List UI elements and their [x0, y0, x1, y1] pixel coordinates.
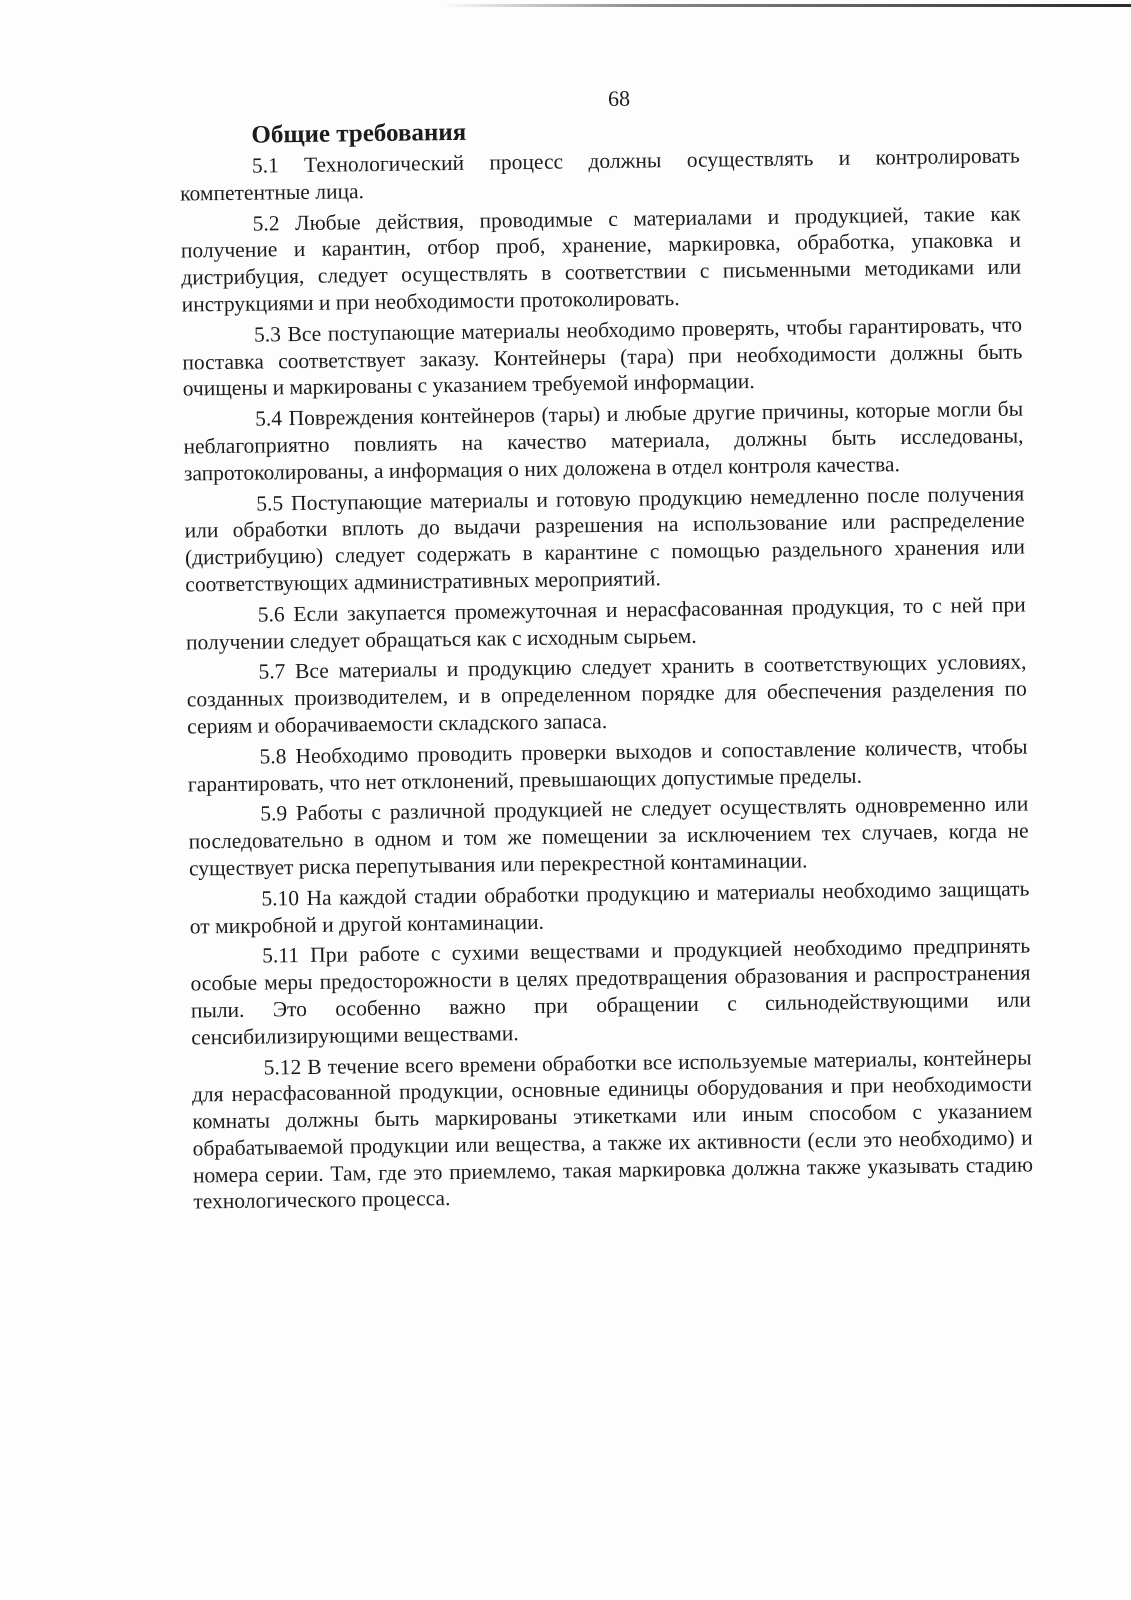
- paragraph-5-10: 5.10 На каждой стадии обработки продукцию и материалы необходимо защищать от микробной и другой контаминации.: [189, 876, 1030, 939]
- paragraph-5-9: 5.9 Работы с различной продукцией не следует осуществлять одновременно или последовательно в одном и том же помещении за исключением тех случаев, когда не существует риска перепутывания или перекрестной контаминации.: [188, 791, 1029, 881]
- paragraph-5-8: 5.8 Необходимо проводить проверки выходов и сопоставление количеств, чтобы гарантировать, что нет отклонений, превышающих допустимые пределы.: [187, 734, 1028, 797]
- paragraph-5-12: 5.12 В течение всего времени обработки все используемые материалы, контейнеры для нерасфасованной продукции, основные единицы оборудования и при необходимости комнаты должны быть маркированы этикетками или иным способом с указанием обрабатываемой продукции или вещества, а также их активности (если это необходимо) и номера серии. Там, где это приемлемо, такая маркировка должна также указывать стадию технологического процесса.: [191, 1044, 1034, 1214]
- paragraph-5-5: 5.5 Поступающие материалы и готовую продукцию немедленно после получения или обработки вплоть до выдачи разрешения на использование или распределение (дистрибуцию) следует содержать в карантине с помощью раздельного хранения или соответствующих административных мероприятий.: [184, 481, 1026, 597]
- paragraph-5-7: 5.7 Все материалы и продукцию следует хранить в соответствующих условиях, созданных производителем, и в определенном порядке для обеспечения разделения по сериям и оборачиваемости складского запаса.: [186, 649, 1027, 739]
- scan-edge-line: [440, 4, 1131, 7]
- section-title: Общие требования: [251, 118, 467, 149]
- paragraph-5-3: 5.3 Все поступающие материалы необходимо проверять, чтобы гарантировать, что поставка соответствует заказу. Контейнеры (тара) при необходимости должны быть очищены и маркированы с указанием требуемой информации.: [182, 312, 1023, 401]
- page-number: 68: [607, 85, 631, 111]
- paragraph-5-2: 5.2 Любые действия, проводимые с материалами и продукцией, такие как получение и карантин, отбор проб, хранение, маркировка, обработка, упаковка и дистрибуция, следует осуществлять в соответствии с письменными методиками или инструкциями и при необходимости протоколировать.: [180, 201, 1022, 317]
- paragraph-5-1: 5.1 Технологический процесс должны осуществлять и контролировать компетентные лица.: [180, 143, 1020, 206]
- paragraph-5-6: 5.6 Если закупается промежуточная и нерасфасованная продукция, то с ней при получении следует обращаться как с исходным сырьем.: [185, 592, 1026, 655]
- page-content: [179, 81, 1034, 1220]
- paragraph-5-4: 5.4 Повреждения контейнеров (тары) и любые другие причины, которые могли бы неблагоприятно повлиять на качество материала, должны быть исследованы, запротоколированы, а информация о них доложена в отдел контроля качества.: [183, 396, 1024, 486]
- paragraph-5-11: 5.11 При работе с сухими веществами и продукцией необходимо предпринять особые меры предосторожности в целях предотвращения образования и распространения пыли. Это особенно важно при обращении с сильнодействующими или сенсибилизирующими веществами.: [190, 933, 1031, 1050]
